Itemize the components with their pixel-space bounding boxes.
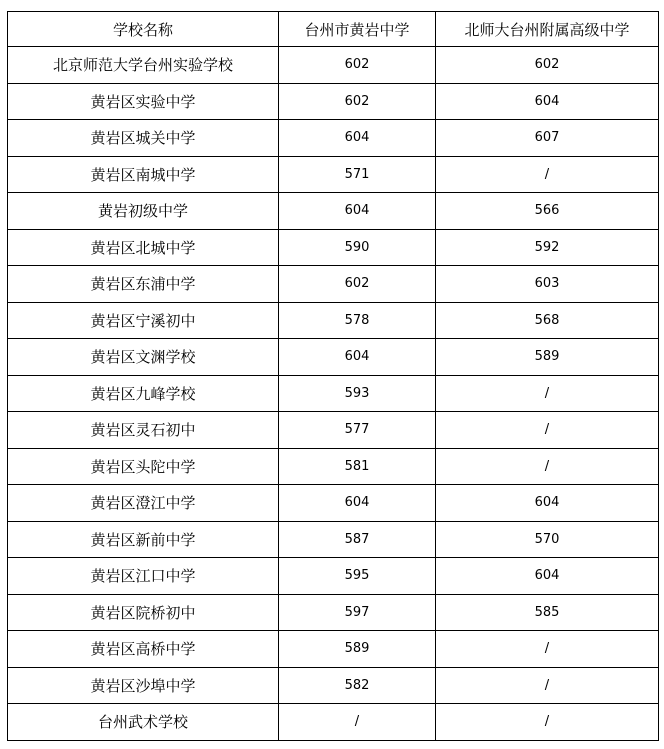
school-name-cell: 黄岩区实验中学 <box>8 83 279 120</box>
header-school-name: 学校名称 <box>8 12 279 47</box>
huangyan-score-cell: 602 <box>279 47 436 84</box>
table-row <box>8 120 659 157</box>
huangyan-score-cell: 593 <box>279 375 436 412</box>
bnu-score-cell: / <box>436 375 659 412</box>
school-name-cell: 黄岩区宁溪初中 <box>8 302 279 339</box>
table-row <box>8 448 659 485</box>
bnu-score-cell: / <box>436 631 659 668</box>
school-name-cell: 黄岩区高桥中学 <box>8 631 279 668</box>
table-row <box>8 485 659 522</box>
huangyan-score-cell: 604 <box>279 485 436 522</box>
huangyan-score-cell: 590 <box>279 229 436 266</box>
table-row <box>8 375 659 412</box>
header-huangyan-high-school: 台州市黄岩中学 <box>279 12 436 47</box>
table-body <box>8 47 659 741</box>
school-name-cell: 台州武术学校 <box>8 704 279 741</box>
header-row <box>8 12 659 47</box>
huangyan-score-cell: 597 <box>279 594 436 631</box>
bnu-score-cell: 603 <box>436 266 659 303</box>
huangyan-score-cell: 604 <box>279 193 436 230</box>
table-row <box>8 156 659 193</box>
school-name-cell: 黄岩区文渊学校 <box>8 339 279 376</box>
school-name-cell: 黄岩区城关中学 <box>8 120 279 157</box>
bnu-score-cell: 566 <box>436 193 659 230</box>
bnu-score-cell: 589 <box>436 339 659 376</box>
bnu-score-cell: / <box>436 448 659 485</box>
school-name-cell: 黄岩区沙埠中学 <box>8 667 279 704</box>
table-row <box>8 47 659 84</box>
bnu-score-cell: 602 <box>436 47 659 84</box>
school-name-cell: 黄岩区澄江中学 <box>8 485 279 522</box>
bnu-score-cell: 604 <box>436 558 659 595</box>
huangyan-score-cell: 581 <box>279 448 436 485</box>
school-name-cell: 黄岩区九峰学校 <box>8 375 279 412</box>
table-row <box>8 412 659 449</box>
bnu-score-cell: 592 <box>436 229 659 266</box>
table-row <box>8 229 659 266</box>
huangyan-score-cell: 602 <box>279 266 436 303</box>
bnu-score-cell: 604 <box>436 485 659 522</box>
table-row <box>8 704 659 741</box>
school-name-cell: 黄岩区南城中学 <box>8 156 279 193</box>
school-name-cell: 北京师范大学台州实验学校 <box>8 47 279 84</box>
huangyan-score-cell: 604 <box>279 339 436 376</box>
table-row <box>8 521 659 558</box>
table-row <box>8 558 659 595</box>
school-name-cell: 黄岩区灵石初中 <box>8 412 279 449</box>
huangyan-score-cell: 577 <box>279 412 436 449</box>
school-name-cell: 黄岩区院桥初中 <box>8 594 279 631</box>
table-row <box>8 339 659 376</box>
school-name-cell: 黄岩初级中学 <box>8 193 279 230</box>
table-row <box>8 667 659 704</box>
school-name-cell: 黄岩区东浦中学 <box>8 266 279 303</box>
table-row <box>8 302 659 339</box>
table-row <box>8 266 659 303</box>
school-name-cell: 黄岩区头陀中学 <box>8 448 279 485</box>
huangyan-score-cell: 582 <box>279 667 436 704</box>
bnu-score-cell: 570 <box>436 521 659 558</box>
huangyan-score-cell: 587 <box>279 521 436 558</box>
school-name-cell: 黄岩区江口中学 <box>8 558 279 595</box>
huangyan-score-cell: 589 <box>279 631 436 668</box>
header-bnu-taizhou-high-school: 北师大台州附属高级中学 <box>436 12 659 47</box>
bnu-score-cell: 604 <box>436 83 659 120</box>
bnu-score-cell: / <box>436 667 659 704</box>
bnu-score-cell: 568 <box>436 302 659 339</box>
huangyan-score-cell: 602 <box>279 83 436 120</box>
school-name-cell: 黄岩区北城中学 <box>8 229 279 266</box>
huangyan-score-cell: / <box>279 704 436 741</box>
bnu-score-cell: 585 <box>436 594 659 631</box>
bnu-score-cell: / <box>436 156 659 193</box>
bnu-score-cell: / <box>436 704 659 741</box>
table-row <box>8 594 659 631</box>
huangyan-score-cell: 604 <box>279 120 436 157</box>
table-row <box>8 83 659 120</box>
huangyan-score-cell: 571 <box>279 156 436 193</box>
school-name-cell: 黄岩区新前中学 <box>8 521 279 558</box>
huangyan-score-cell: 578 <box>279 302 436 339</box>
bnu-score-cell: 607 <box>436 120 659 157</box>
bnu-score-cell: / <box>436 412 659 449</box>
score-table <box>7 11 659 741</box>
table-row <box>8 193 659 230</box>
huangyan-score-cell: 595 <box>279 558 436 595</box>
table-row <box>8 631 659 668</box>
